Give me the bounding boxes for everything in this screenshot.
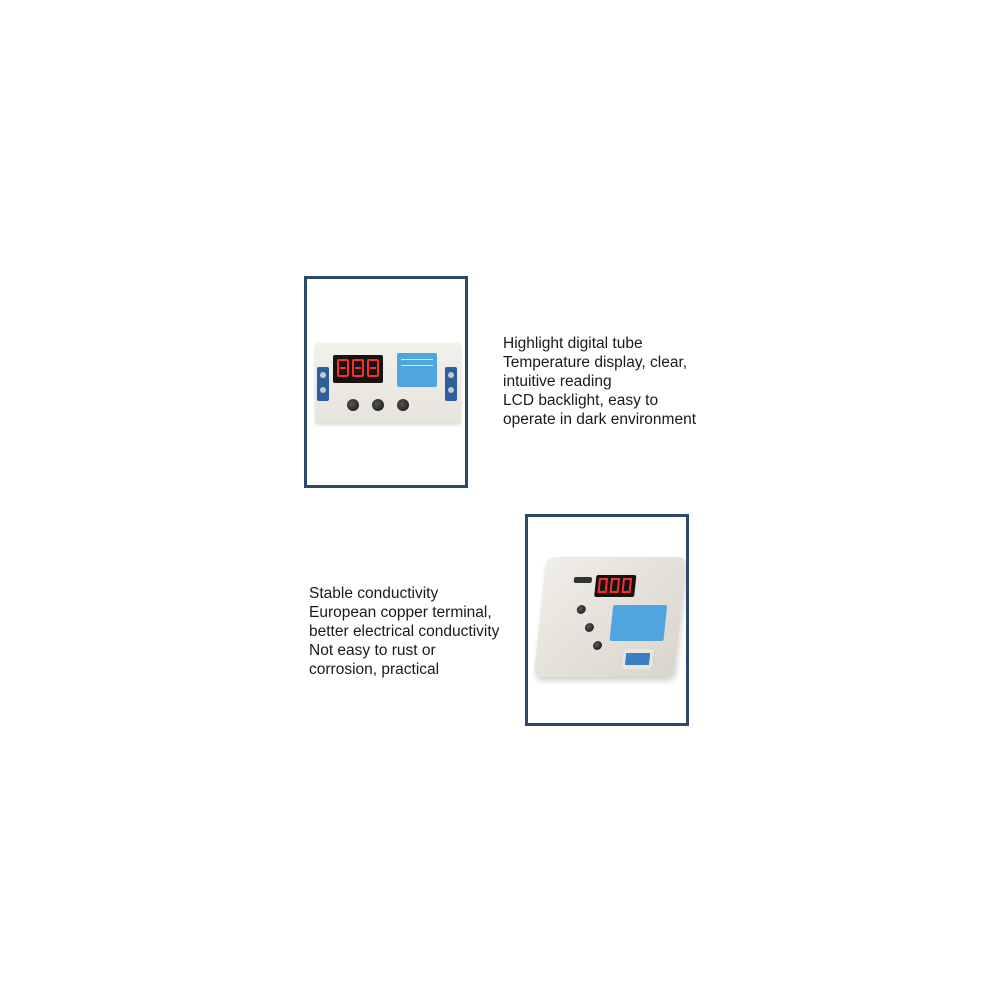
module-button-2 [372, 399, 384, 411]
module-button-3 [397, 399, 409, 411]
caption-line: Highlight digital tube [503, 335, 643, 352]
product-image-angled [525, 514, 689, 726]
module-button-2 [584, 623, 594, 632]
copper-terminal-port [621, 649, 655, 669]
caption-line: better electrical conductivity [309, 623, 500, 640]
digital-tube-display [594, 575, 636, 597]
caption-line: European copper terminal, [309, 604, 492, 621]
caption-line: Temperature display, clear, [503, 354, 688, 371]
caption-line: LCD backlight, easy to [503, 392, 659, 409]
relay-label [609, 605, 667, 641]
caption-line: intuitive reading [503, 373, 612, 390]
module-button-1 [347, 399, 359, 411]
caption-line: operate in dark environment [503, 411, 697, 428]
caption-line: corrosion, practical [309, 661, 440, 678]
digital-tube-display [333, 355, 383, 383]
terminal-block-left [317, 367, 329, 401]
feature-caption-display [503, 334, 696, 429]
module-board [315, 343, 461, 423]
module-housing [534, 557, 687, 677]
module-button-3 [593, 641, 603, 650]
terminal-block-right [445, 367, 457, 401]
caption-line: Not easy to rust or [309, 642, 436, 659]
feature-caption-conductivity [309, 584, 499, 679]
caption-line: Stable conductivity [309, 585, 439, 602]
product-image-front [304, 276, 468, 488]
housing-slot [574, 577, 593, 583]
module-button-1 [576, 605, 586, 614]
relay-label [397, 353, 437, 387]
